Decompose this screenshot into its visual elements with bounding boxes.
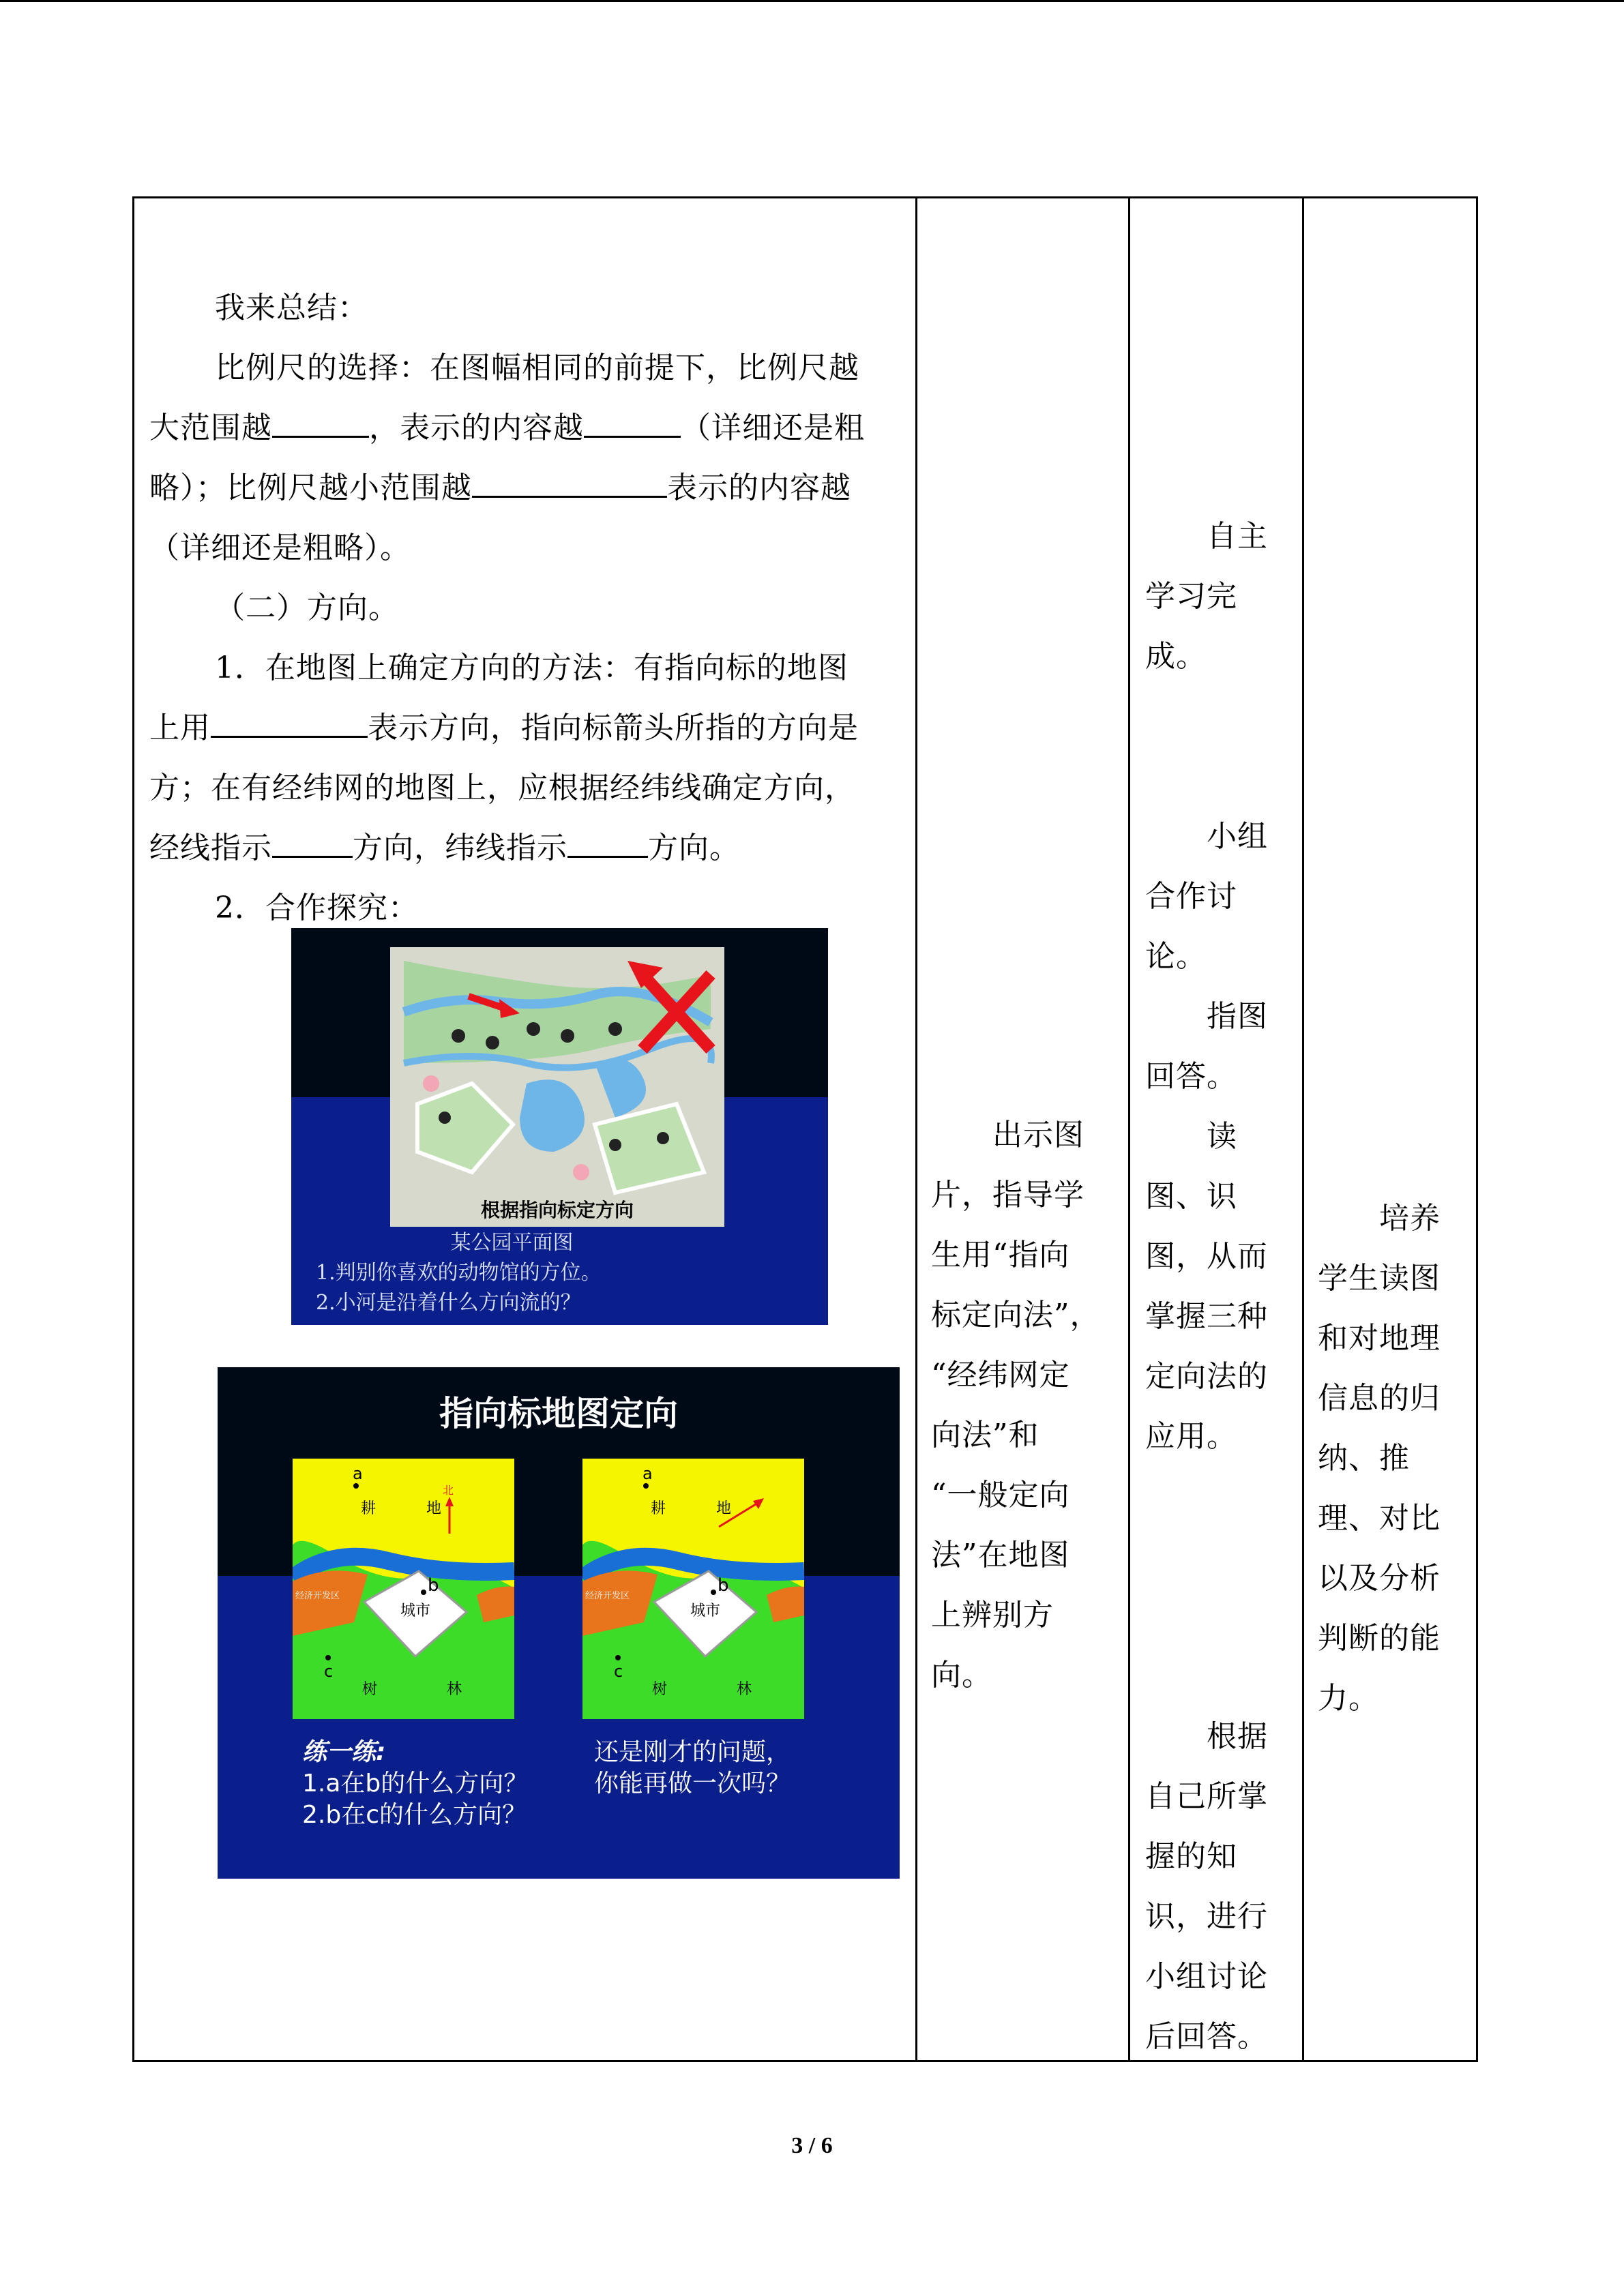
- answer-blank: [567, 822, 648, 858]
- north-label: 北: [443, 1484, 454, 1497]
- practice-question-1: 1.a在b的什么方向？: [302, 1770, 529, 1798]
- text-line: 指图: [1207, 999, 1268, 1034]
- park-map-image: [390, 947, 724, 1227]
- direction-line-4: [149, 819, 904, 878]
- text-line: 读: [1207, 1119, 1237, 1154]
- forest-label: 树: [362, 1681, 378, 1698]
- text-line: 回答。: [1145, 1059, 1237, 1094]
- text-span: 略）；比例尺越小范围越: [149, 471, 472, 505]
- text-span: 大范围越: [149, 411, 272, 445]
- text-line: 片，指导学: [931, 1178, 1084, 1212]
- park-map-drawing: [390, 947, 724, 1227]
- text-line: 向。: [931, 1658, 992, 1693]
- text-span: 经线指示: [149, 831, 272, 865]
- text-span: 上用: [149, 711, 211, 745]
- practice-block: [302, 1737, 528, 1831]
- text-line: 自主: [1207, 519, 1268, 554]
- scale-line-2: [149, 399, 904, 458]
- text-line: 标定向法”，: [931, 1298, 1101, 1332]
- student-activity-block-1: [1145, 507, 1268, 687]
- park-map-title: 某公园平面图: [450, 1231, 574, 1255]
- text-span: （详细还是粗: [681, 411, 865, 445]
- forest-label: 林: [737, 1681, 752, 1698]
- text-line: 论。: [1145, 939, 1207, 974]
- text-span: 方向。: [648, 831, 740, 865]
- answer-blank: [584, 402, 681, 438]
- orientation-map-right: [582, 1459, 804, 1719]
- page-number: 3 / 6: [791, 2133, 833, 2158]
- text-line: 图，从而: [1145, 1239, 1268, 1274]
- text-line: 合作讨: [1145, 879, 1237, 914]
- map-point-b-label: b: [718, 1575, 729, 1596]
- text-line: 学生读图: [1318, 1261, 1441, 1296]
- text-line: 信息的归: [1318, 1381, 1441, 1416]
- text-line: 生用“指向: [931, 1238, 1070, 1272]
- park-map-questions: [291, 1228, 828, 1318]
- map-point-c-label: c: [324, 1662, 334, 1681]
- text-line: 应用。: [1145, 1419, 1237, 1454]
- repeat-line-1: 还是刚才的问题，: [594, 1738, 791, 1766]
- text-line: 小组讨论: [1145, 1959, 1268, 1994]
- map-point-a-label: a: [643, 1464, 653, 1483]
- scale-line-1: 比例尺的选择：在图幅相同的前提下，比例尺越: [215, 351, 859, 385]
- text-line: 掌握三种: [1145, 1299, 1268, 1334]
- direction-line-3: 方；在有经纬网的地图上，应根据经纬线确定方向，: [149, 771, 855, 805]
- orientation-map-left-drawing: [293, 1459, 514, 1719]
- field-label: 耕: [651, 1500, 666, 1517]
- text-line: 上辨别方: [931, 1598, 1054, 1632]
- park-map-caption: 根据指向标定方向: [480, 1199, 634, 1221]
- text-line: 力。: [1318, 1681, 1379, 1716]
- text-span: 表示的内容越: [667, 471, 851, 505]
- text-line: 向法”和: [931, 1418, 1039, 1452]
- zone-label: 经济开发区: [295, 1591, 340, 1601]
- text-line: 握的知: [1145, 1839, 1237, 1874]
- student-activity-block-3: [1145, 1707, 1268, 2067]
- design-intent-text: [1318, 1189, 1441, 1729]
- answer-blank: [272, 822, 353, 858]
- park-map-slide: [291, 928, 828, 1325]
- teacher-activity-cell: [917, 198, 1130, 2061]
- text-line: 后回答。: [1145, 2019, 1268, 2054]
- teacher-activity-text: [931, 1105, 1101, 1705]
- top-rule: [0, 0, 1624, 2]
- text-line: 成。: [1145, 639, 1207, 674]
- answer-blank: [472, 462, 667, 498]
- field-label: 地: [426, 1500, 442, 1517]
- forest-label: 林: [447, 1681, 462, 1698]
- text-line: 定向法的: [1145, 1359, 1268, 1394]
- scale-line-3: [149, 459, 904, 518]
- forest-label: 树: [652, 1681, 668, 1698]
- field-label: 耕: [361, 1500, 377, 1517]
- text-line: 法”在地图: [931, 1538, 1070, 1572]
- text-span: 方向，纬线指示: [353, 831, 567, 865]
- text-line: 和对地理: [1318, 1321, 1441, 1356]
- text-span: ，表示的内容越: [369, 411, 584, 445]
- practice-title: 练一练:: [302, 1738, 386, 1766]
- text-line: 图、识: [1145, 1179, 1237, 1214]
- coop-heading: 2．合作探究：: [215, 891, 419, 925]
- scale-line-4: （详细还是粗略）。: [149, 531, 411, 565]
- text-line: “经纬网定: [931, 1358, 1070, 1392]
- student-activity-cell: [1130, 198, 1303, 2061]
- text-line: 自己所掌: [1145, 1779, 1268, 1814]
- text-line: 理、对比: [1318, 1501, 1441, 1536]
- design-intent-cell: [1303, 198, 1477, 2061]
- text-span: 表示方向，指向标箭头所指的方向是: [368, 711, 859, 745]
- text-line: 判断的能: [1318, 1621, 1441, 1656]
- direction-line-2: [149, 699, 904, 758]
- orientation-slide-title: 指向标地图定向: [439, 1394, 678, 1433]
- text-line: 以及分析: [1318, 1561, 1441, 1596]
- repeat-line-2: 你能再做一次吗？: [594, 1770, 791, 1798]
- text-line: 识，进行: [1145, 1899, 1268, 1934]
- answer-blank: [272, 402, 369, 438]
- direction-heading: （二）方向。: [215, 591, 399, 625]
- direction-line-1: 1．在地图上确定方向的方法：有指向标的地图: [215, 651, 848, 685]
- orientation-map-left: [293, 1459, 514, 1719]
- answer-blank: [211, 702, 368, 738]
- map-point-a-label: a: [353, 1464, 363, 1483]
- city-label: 城市: [400, 1602, 431, 1620]
- text-line: 纳、推: [1318, 1441, 1410, 1476]
- text-line: “一般定向: [931, 1478, 1070, 1512]
- zone-label: 经济开发区: [585, 1591, 630, 1601]
- map-point-c-label: c: [614, 1662, 623, 1681]
- summary-heading: 我来总结：: [215, 290, 368, 325]
- text-line: 培养: [1379, 1201, 1441, 1236]
- content-cell: [134, 198, 917, 2061]
- student-activity-block-2: [1145, 807, 1268, 1467]
- text-line: 学习完: [1145, 579, 1237, 614]
- text-line: 出示图: [992, 1118, 1084, 1152]
- text-line: 根据: [1207, 1719, 1268, 1754]
- repeat-block: [594, 1737, 791, 1800]
- practice-question-2: 2.b在c的什么方向？: [302, 1801, 527, 1829]
- city-label: 城市: [690, 1602, 721, 1620]
- field-label: 地: [716, 1500, 732, 1517]
- park-question-1: 1.判别你喜欢的动物馆的方位。: [316, 1261, 602, 1285]
- map-point-b-label: b: [428, 1575, 439, 1596]
- lesson-table: [132, 196, 1478, 2062]
- orientation-map-right-drawing: [582, 1459, 804, 1719]
- park-question-2: 2.小河是沿着什么方向流的？: [316, 1291, 581, 1315]
- orientation-slide: [218, 1367, 900, 1879]
- text-line: 小组: [1207, 819, 1268, 854]
